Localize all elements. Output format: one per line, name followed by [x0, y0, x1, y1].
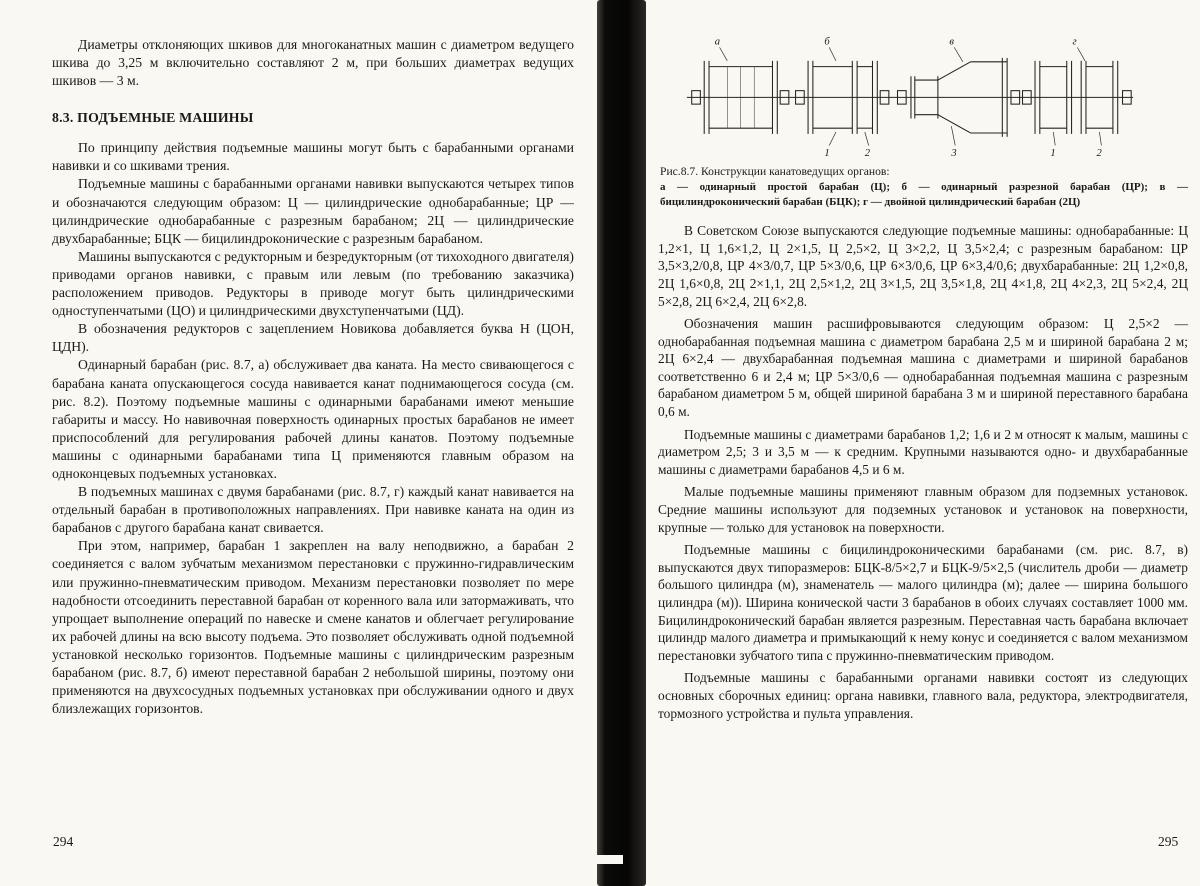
figure-part-number: 3	[951, 148, 957, 159]
paragraph: При этом, например, барабан 1 закреплен на валу неподвижно, а барабан 2 соединяется с валом зубчатым механизмом перестановки с пружинно-гидравлическим или пружинно-пневматическим приводом. Механизм перестановки позволяет по мере надобности отсоединить переставной барабан от коренного вала или затормаживать, что упрощает выполнение операций по навеске и смене канатов и облегчает регулирование их рабочей длины на всю высоту подъема. Это позволяет обслуживать одной подъемной установкой несколько горизонтов. Подъемные машины с цилиндрическим разрезным барабаном (рис. 8.7, б) имеют переставной барабан 2 небольшой ширины, поэтому они применяются на двухсосудных подъемных установках при обслуживании одного и двух близлежащих горизонтов.	[52, 538, 574, 717]
figure-part-number: 1	[824, 148, 830, 159]
figure-panel-label-g: г	[1072, 36, 1077, 48]
paragraph: По принципу действия подъемные машины могут быть с барабанными органами навивки и со шкивами трения.	[52, 140, 574, 174]
figure-panel-label-a: а	[714, 36, 721, 48]
figure-drums-diagram	[684, 32, 1136, 159]
page-number-left: 294	[53, 834, 74, 849]
gutter-scan-notch	[597, 855, 623, 864]
page-left	[52, 36, 574, 718]
paragraph: Малые подъемные машины применяют главным образом для подземных установок. Средние машины используют для подземных установок и установок на поверхности, крупные — только для установок на поверхности.	[658, 484, 1188, 535]
paragraph: В подъемных машинах с двумя барабанами (рис. 8.7, г) каждый канат навивается на отдельный барабан в противоположных направлениях. При навивке каната на один из барабанов с другого барабана канат свивается.	[52, 484, 574, 536]
paragraph: Подъемные машины с барабанными органами навивки состоят из следующих основных сборочных единиц: органа навивки, главного вала, редуктора, электродвигателя, тормозного устройства и пульта управления.	[658, 670, 1188, 721]
figure-part-number: 1	[1050, 148, 1056, 159]
figure-caption-body: а — одинарный простой барабан (Ц); б — одинарный разрезной барабан (ЦР); в — бицилиндроконический барабан (БЦК); г — двойной цилиндрический барабан (2Ц)	[660, 180, 1188, 208]
figure-part-number: 2	[1096, 148, 1102, 159]
paragraph: Подъемные машины с диаметрами барабанов 1,2; 1,6 и 2 м относят к малым, машины с диаметром 2,5; 3 и 3,5 м — к средним. Крупными называются одно- и двухбарабанные машины с диаметрами барабанов 4,5 и 6 м.	[658, 426, 1188, 477]
section-heading: 8.3. ПОДЪЕМНЫЕ МАШИНЫ	[52, 110, 254, 126]
paragraph: Обозначения машин расшифровываются следующим образом: Ц 2,5×2 — однобарабанная подъемная машина с диаметром барабана 2,5 м и шириной барабана 2 м; 2Ц 6×2,4 — двухбарабанная подъемная машина с диаметрами и шириной барабанов соответственно 6 и 2,4 м; ЦР 5×3/0,6 — однобарабанная подъемная машина с разрезным барабаном диаметром 5 м, общей шириной барабана 3 м и шириной переставного барабана 0,6 м.	[658, 316, 1188, 420]
page-right	[658, 28, 1188, 727]
paragraph: Машины выпускаются с редукторным и безредукторным (от тихоходного двигателя) приводами органов навивки, с правым или левым (по требованию заказчика) расположением приводов. Редукторы в приводе могут быть цилиндрическими одноступенчатыми (ЦО) и цилиндрическими двухступенчатыми (ЦД).	[52, 248, 574, 319]
figure-panel-label-b: б	[824, 36, 830, 48]
figure-part-number: 2	[864, 148, 871, 159]
paragraph: Одинарный барабан (рис. 8.7, а) обслуживает два каната. На место свивающегося с барабана каната опускающегося сосуда навивается канат поднимающегося сосуда (см. рис. 8.2). Поэтому подъемные машины с одинарными барабанами имеют меньшие габариты и массу. Но навивочная поверхность одинарных простых барабанов не имеет приспособлений для регулирования рабочей длины канатов. Поэтому подъемные машины с одинарными барабанами типа Ц применяются главным образом на одноконцевых подъемных установках.	[52, 357, 574, 481]
book-gutter-shadow	[597, 0, 646, 886]
paragraph: Подъемные машины с барабанными органами навивки выпускаются четырех типов и обозначаются следующим образом: Ц — цилиндрические однобарабанные; ЦР — цилиндрические однобарабанные с разрезным барабаном; 2Ц — цилиндрические двухбарабанные; БЦК — бицилиндроконические с разрезным барабаном.	[52, 176, 574, 246]
figure-caption-title: Рис.8.7. Конструкции канатоведущих органов:	[660, 164, 890, 178]
paragraph: В обозначения редукторов с зацеплением Новикова добавляется буква Н (ЦОН, ЦДН).	[52, 321, 574, 355]
paragraph: Подъемные машины с бицилиндроконическими барабанами (см. рис. 8.7, в) выпускаются двух типоразмеров: БЦК-8/5×2,7 и БЦК-9/5×2,5 (числитель дроби — диаметр большого цилиндра (м), знаменатель — малого цилиндра (м); далее — ширина большого цилиндра (м)). Ширина конической части 3 барабанов в обоих случаях составляет 1000 мм. Бицилиндроконический барабан является разрезным. Переставная часть барабана включает цилиндр малого диаметра и примыкающий к нему конус и соединяется с валом механизмом перестановки зубчатого типа с пружинно-пневматическим приводом.	[658, 542, 1188, 663]
paragraph: Диаметры отклоняющих шкивов для многоканатных машин с диаметром ведущего шкива до 3,25 м включительно составляют 2 м, при больших диаметрах ведущих шкивов — 3 м.	[52, 37, 574, 89]
figure-panel-label-v: в	[949, 36, 955, 48]
page-number-right: 295	[1158, 834, 1179, 849]
paragraph: В Советском Союзе выпускаются следующие подъемные машины: однобарабанные: Ц 1,2×1, Ц 1,6×1,2, Ц 2×1,5, Ц 2,5×2, Ц 3×2,2, Ц 3,5×2,4; с разрезным барабаном: ЦР 3,5×3,2/0,8, ЦР 4×3/0,7, ЦР 5×3/0,6, ЦР 6×3/0,6, ЦР 6×3,4/0,6; двухбарабанные: 2Ц 1,2×0,8, 2Ц 1,6×0,8, 2Ц 2×1,1, 2Ц 2,5×1,2, 2Ц 3×1,5, 2Ц 3,5×1,8, 2Ц 4×1,8, 2Ц 4×2,3, 2Ц 5×2,4, 2Ц 5×2,8, 2Ц 6×2,4, 2Ц 6×2,8.	[658, 223, 1188, 309]
figure-caption	[660, 165, 1188, 209]
